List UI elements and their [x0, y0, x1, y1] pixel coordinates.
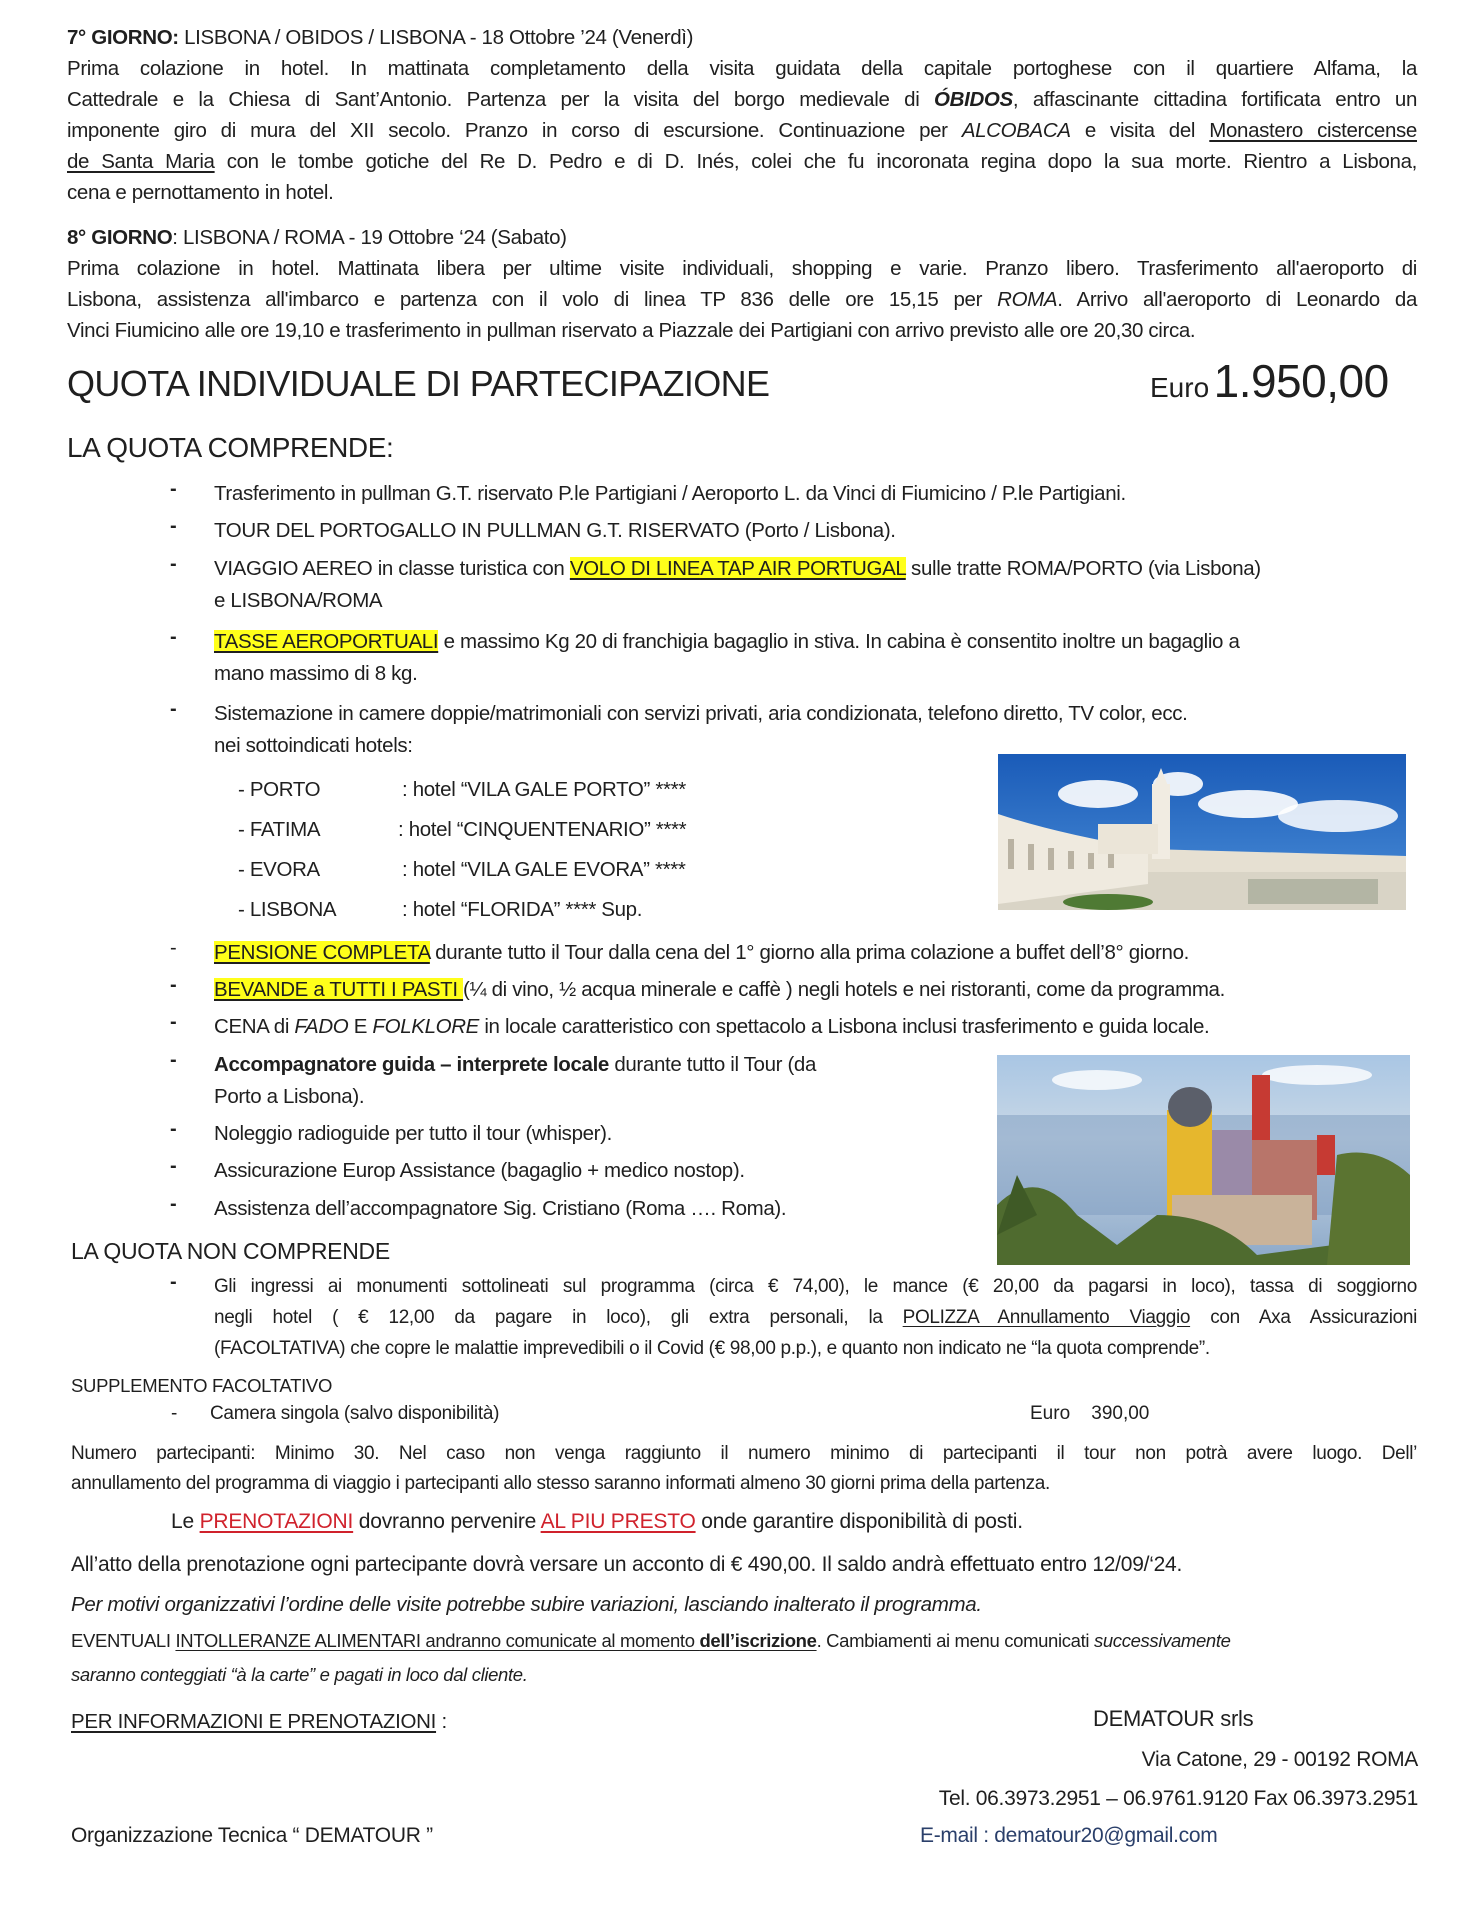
day8-line3: Vinci Fiumicino alle ore 19,10 e trasferimento in pullman riservato a Piazzale dei Partigiani con arrivo previsto alle ore 20,30 circa. [67, 319, 1196, 342]
hotel-name: : hotel “FLORIDA” **** Sup. [402, 898, 643, 921]
bullet-dash: - [171, 1403, 178, 1424]
excluded-line3: (FACOLTATIVA) che copre le malattie imprevedibili o il Covid (€ 98,00 p.p.), e quanto non indicato ne “la quota comprende”. [214, 1338, 1210, 1359]
day8-line1: Prima colazione in hotel. Mattinata libera per ultime visite individuali, shopping e varie. Pranzo libero. Trasferimento all'aeroporto di [67, 257, 1417, 280]
quota-price: 1.950,00 [1213, 355, 1389, 407]
company-address: Via Catone, 29 - 00192 ROMA [1141, 1748, 1418, 1771]
day8-heading [67, 222, 567, 253]
day8-route: : LISBONA / ROMA - 19 Ottobre ‘24 (Sabato) [172, 226, 567, 249]
bullet-dash: - [170, 1049, 177, 1071]
company-email-link[interactable]: E-mail : dematour20@gmail.com [920, 1824, 1218, 1847]
info-label: PER INFORMAZIONI E PRENOTAZIONI : [71, 1710, 447, 1733]
day7-label: 7° GIORNO: [67, 26, 179, 49]
include-item-rooms-cont: nei sottoindicati hotels: [214, 734, 413, 757]
non-comprende-title: LA QUOTA NON COMPRENDE [71, 1238, 390, 1264]
hotel-city: - EVORA [238, 858, 320, 881]
fatima-sanctuary-photo [998, 754, 1406, 910]
intolleranze-line2: saranno conteggiati “à la carte” e pagati in loco dal cliente. [71, 1664, 528, 1685]
hotel-name: : hotel “VILA GALE PORTO” **** [402, 778, 686, 801]
bullet-dash: - [170, 974, 177, 996]
bullet-dash: - [170, 626, 177, 648]
organizzazione-tecnica: Organizzazione Tecnica “ DEMATOUR ” [71, 1824, 433, 1847]
day8-label: 8° GIORNO [67, 226, 173, 249]
bullet-dash: - [170, 1155, 177, 1177]
al-piu-presto-red: AL PIU PRESTO [540, 1510, 696, 1533]
partecipanti-line2: annullamento del programma di viaggio i partecipanti allo stesso saranno informati almeno 30 giorni prima della partenza. [71, 1473, 1050, 1494]
day7-line3: imponente giro di mura del XII secolo. Pranzo in corso di escursione. Continuazione per ALCOBACA e visita del Monastero cistercense [67, 119, 1417, 142]
bullet-dash: - [170, 1118, 177, 1140]
quota-currency: Euro [1150, 372, 1210, 403]
highlight-bevande: BEVANDE a TUTTI I PASTI [214, 978, 464, 1001]
include-item-guida: Accompagnatore guida – interprete locale durante tutto il Tour (da [214, 1053, 817, 1076]
day7-line5: cena e pernottamento in hotel. [67, 181, 334, 204]
bullet-dash: - [170, 478, 177, 500]
hotel-city: - LISBONA [238, 898, 337, 921]
highlight-tap-air: VOLO DI LINEA TAP AIR PORTUGAL [569, 557, 906, 580]
include-item-flight: VIAGGIO AEREO in classe turistica con VOLO DI LINEA TAP AIR PORTUGAL sulle tratte ROMA/PORTO (via Lisbona) [214, 557, 1261, 580]
day7-line4: de Santa Maria con le tombe gotiche del Re D. Pedro e di D. Inés, colei che fu incoronata regina dopo la sua morte. Rientro a Lisbona, [67, 150, 1417, 173]
comprende-title: LA QUOTA COMPRENDE: [67, 432, 394, 463]
supplemento-price: Euro 390,00 [1030, 1403, 1150, 1424]
prenotazioni-notice: Le PRENOTAZIONI dovranno pervenire AL PIU PRESTO onde garantire disponibilità di posti. [171, 1510, 1023, 1533]
partecipanti-line1: Numero partecipanti: Minimo 30. Nel caso non venga raggiunto il numero minimo di partecipanti il tour non potrà avere luogo. Dell’ [71, 1443, 1417, 1464]
day8-line2: Lisbona, assistenza all'imbarco e partenza con il volo di linea TP 836 delle ore 15,15 per ROMA. Arrivo all'aeroporto di Leonardo da [67, 288, 1417, 311]
company-name: DEMATOUR srls [1093, 1706, 1254, 1731]
motivi-text: Per motivi organizzativi l’ordine delle visite potrebbe subire variazioni, lasciando inalterato il programma. [71, 1593, 982, 1616]
bullet-dash: - [170, 937, 177, 959]
include-item-guida-cont: Porto a Lisbona). [214, 1085, 365, 1108]
include-item-pensione: PENSIONE COMPLETA durante tutto il Tour dalla cena del 1° giorno alla prima colazione a buffet dell’8° giorno. [214, 941, 1189, 964]
excluded-line2: negli hotel ( € 12,00 da pagare in loco), gli extra personali, la POLIZZA Annullamento Viaggio con Axa Assicurazioni [214, 1307, 1417, 1328]
bullet-dash: - [170, 698, 177, 720]
excluded-line1: Gli ingressi ai monumenti sottolineati sul programma (circa € 74,00), le mance (€ 20,00 da pagarsi in loco), tassa di soggiorno [214, 1276, 1417, 1297]
include-item-taxes: TASSE AEROPORTUALI e massimo Kg 20 di franchigia bagaglio in stiva. In cabina è consentito inoltre un bagaglio a [214, 630, 1240, 653]
include-item-bevande: BEVANDE a TUTTI I PASTI (¼ di vino, ½ acqua minerale e caffè ) negli hotels e nei ristoranti, come da programma. [214, 978, 1225, 1001]
hotel-city: - PORTO [238, 778, 321, 801]
highlight-pensione: PENSIONE COMPLETA [214, 941, 430, 964]
prenotazioni-red-link: PRENOTAZIONI [199, 1510, 354, 1533]
quota-title: QUOTA INDIVIDUALE DI PARTECIPAZIONE [67, 363, 770, 404]
hotel-city: - FATIMA [238, 818, 321, 841]
include-item-rooms: Sistemazione in camere doppie/matrimoniali con servizi privati, aria condizionata, telefono diretto, TV color, ecc. [214, 702, 1188, 725]
include-item-fado: CENA di FADO E FOLKLORE in locale caratteristico con spettacolo a Lisbona inclusi trasferimento e guida locale. [214, 1015, 1210, 1038]
day7-line1: Prima colazione in hotel. In mattinata completamento della visita guidata della capitale portoghese con il quartiere Alfama, la [67, 57, 1417, 80]
include-item-flight-cont: e LISBONA/ROMA [214, 589, 383, 612]
supplemento-item: Camera singola (salvo disponibilità) [210, 1403, 500, 1424]
include-item-accompagnatore: Assistenza dell’accompagnatore Sig. Cristiano (Roma …. Roma). [214, 1197, 787, 1220]
quota-price-block [1150, 354, 1389, 408]
sintra-image-icon [997, 1055, 1410, 1265]
fatima-image-icon [998, 754, 1406, 910]
intolleranze-line1: EVENTUALI INTOLLERANZE ALIMENTARI andranno comunicate al momento dell’iscrizione. Cambiamenti ai menu comunicati successivamente [71, 1630, 1231, 1651]
supplemento-title: SUPPLEMENTO FACOLTATIVO [71, 1375, 333, 1396]
highlight-tasse: TASSE AEROPORTUALI [214, 630, 439, 653]
day7-line2: Cattedrale e la Chiesa di Sant’Antonio. Partenza per la visita del borgo medievale di ÓBIDOS, affascinante cittadina fortificata entro un [67, 88, 1417, 111]
include-item-tour: TOUR DEL PORTOGALLO IN PULLMAN G.T. RISERVATO (Porto / Lisbona). [214, 519, 896, 542]
bullet-dash: - [170, 1011, 177, 1033]
include-item-assicurazione: Assicurazione Europ Assistance (bagaglio + medico nostop). [214, 1159, 745, 1182]
bullet-dash: - [170, 1271, 177, 1293]
obidos-emphasis: ÓBIDOS [934, 88, 1013, 111]
day7-heading [67, 22, 693, 53]
hotel-name: : hotel “CINQUENTENARIO” **** [398, 818, 687, 841]
day7-route: LISBONA / OBIDOS / LISBONA - 18 Ottobre ’24 (Venerdì) [178, 26, 694, 49]
pena-palace-photo [997, 1055, 1410, 1265]
monastero-underlined: Monastero cistercense [1209, 119, 1417, 142]
include-item-radioguide: Noleggio radioguide per tutto il tour (whisper). [214, 1122, 612, 1145]
bullet-dash: - [170, 515, 177, 537]
company-phone: Tel. 06.3973.2951 – 06.9761.9120 Fax 06.3973.2951 [938, 1787, 1418, 1810]
acconto-text: All’atto della prenotazione ogni partecipante dovrà versare un acconto di € 490,00. Il saldo andrà effettuato entro 12/09/‘24. [71, 1553, 1183, 1576]
hotel-name: : hotel “VILA GALE EVORA” **** [402, 858, 686, 881]
bullet-dash: - [170, 553, 177, 575]
include-item-transfer: Trasferimento in pullman G.T. riservato P.le Partigiani / Aeroporto L. da Vinci di Fiumicino / P.le Partigiani. [214, 482, 1126, 505]
bullet-dash: - [170, 1193, 177, 1215]
polizza-underlined: POLIZZA Annullamento Viaggio [902, 1307, 1191, 1328]
include-item-taxes-cont: mano massimo di 8 kg. [214, 662, 418, 685]
